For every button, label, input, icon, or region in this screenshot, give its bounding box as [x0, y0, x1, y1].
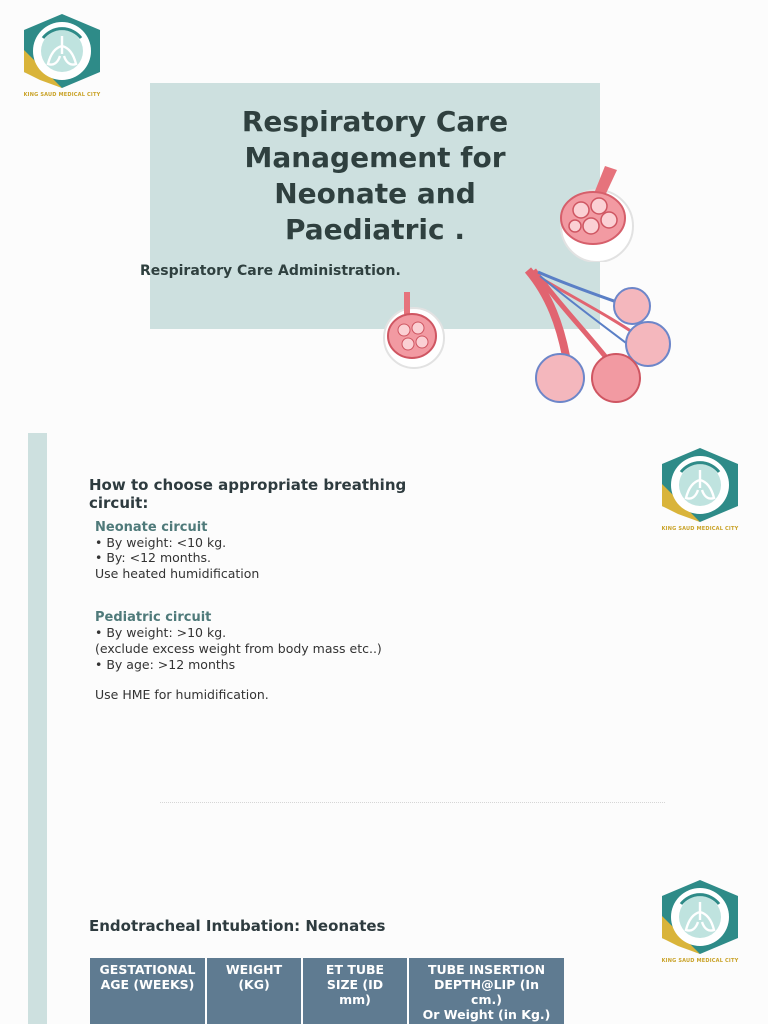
neonate-humidification: Use heated humidification	[95, 566, 260, 581]
pediatric-circuit-title: Pediatric circuit	[95, 610, 212, 625]
table-header-cell	[409, 958, 564, 1024]
header-line: DEPTH@LIP (In	[434, 977, 539, 992]
header-line: TUBE INSERTION	[427, 962, 546, 977]
header-line: mm)	[339, 992, 371, 1007]
header-line: (KG)	[238, 977, 270, 992]
side-accent-bar	[28, 433, 47, 1024]
ksmc-logo-right	[652, 876, 748, 968]
neonate-intubation-table	[90, 958, 564, 1024]
header-line: Or Weight (in Kg.)	[422, 1007, 551, 1022]
table-header-cell	[303, 958, 409, 1024]
header-line: GESTATIONAL	[99, 962, 196, 977]
neonate-age: • By: <12 months.	[95, 550, 212, 565]
header-line: ET TUBE	[325, 962, 385, 977]
page-subtitle: Respiratory Care Administration.	[140, 263, 401, 279]
ksmc-logo-top	[14, 10, 110, 102]
pediatric-weight: • By weight: >10 kg.	[95, 625, 227, 640]
title-line: Paediatric .	[285, 213, 465, 246]
pediatric-weight-note: (exclude excess weight from body mass etc..)	[95, 641, 382, 656]
header-line: SIZE (ID	[326, 977, 384, 992]
lungs-emblem-icon	[652, 876, 748, 958]
neonate-circuit-title: Neonate circuit	[95, 520, 208, 535]
header-line: AGE (WEEKS)	[100, 977, 195, 992]
header-line: cm.)	[471, 992, 502, 1007]
circuit-heading	[89, 476, 429, 512]
heading-line: circuit:	[89, 494, 149, 512]
heading-line: How to choose appropriate breathing	[89, 476, 407, 494]
lungs-emblem-icon	[652, 444, 748, 526]
title-line: Neonate and	[274, 177, 476, 210]
logo-caption: KING SAUD MEDICAL CITY	[661, 526, 739, 532]
title-line: Respiratory Care	[241, 105, 509, 138]
pediatric-age: • By age: >12 months	[95, 657, 236, 672]
logo-caption: KING SAUD MEDICAL CITY	[661, 958, 739, 964]
slide-divider	[160, 802, 665, 803]
alveoli-cluster-icon	[555, 160, 637, 262]
pediatric-humidification: Use HME for humidification.	[95, 687, 269, 702]
table-header-cell	[90, 958, 207, 1024]
lungs-emblem-icon	[14, 10, 110, 92]
neonate-weight: • By weight: <10 kg.	[95, 535, 227, 550]
logo-caption: KING SAUD MEDICAL CITY	[23, 92, 101, 98]
bronchiole-tree-icon	[520, 266, 680, 416]
page-title	[150, 104, 600, 248]
alveolus-icon	[382, 290, 446, 370]
table-header-cell	[207, 958, 303, 1024]
ksmc-logo-right	[652, 444, 748, 536]
header-line: WEIGHT	[225, 962, 283, 977]
title-line: Management for	[244, 141, 506, 174]
endo-heading: Endotracheal Intubation: Neonates	[89, 917, 386, 935]
